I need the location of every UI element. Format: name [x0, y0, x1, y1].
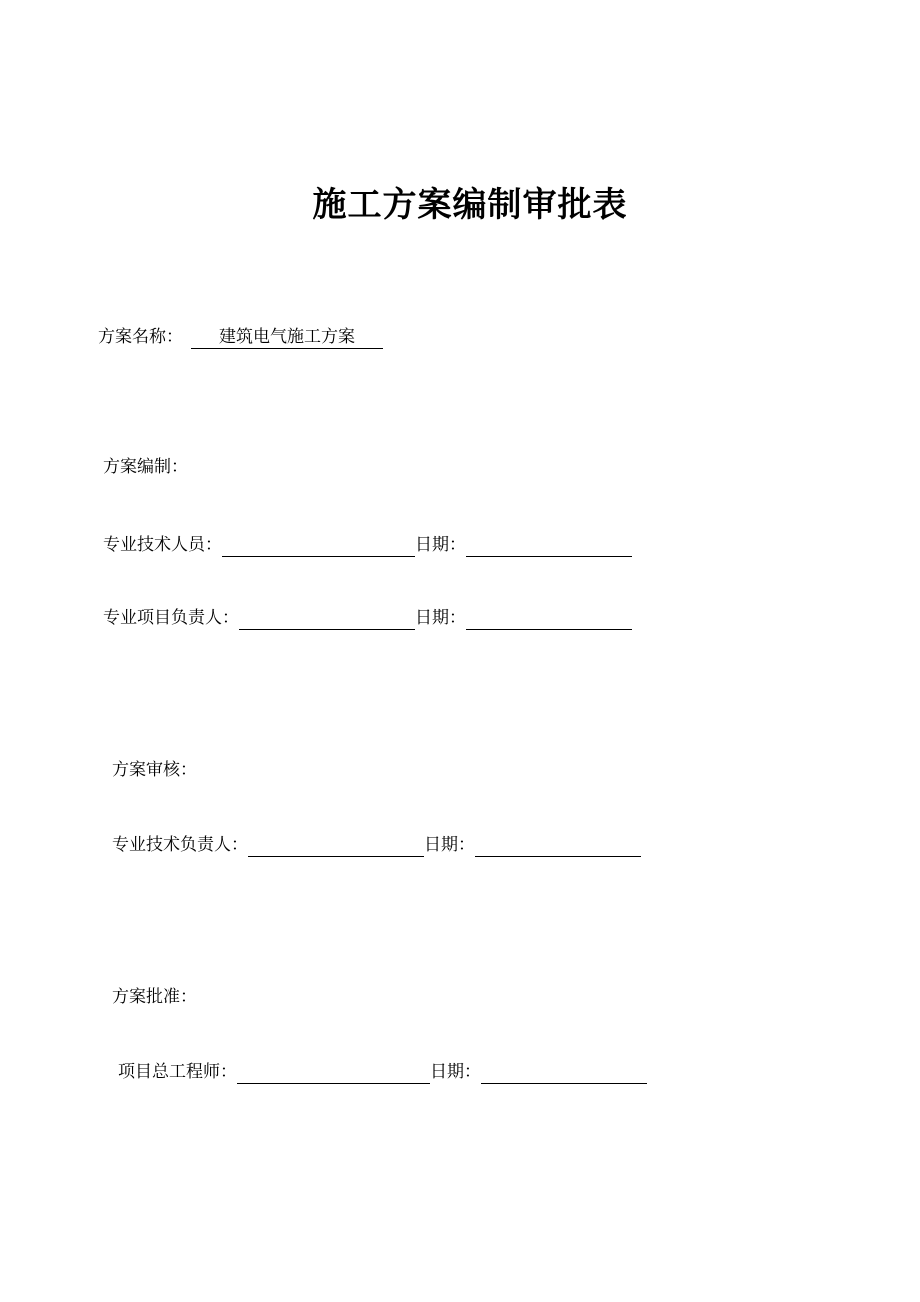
scheme-name-label: 方案名称：: [98, 327, 183, 347]
scheme-name-value[interactable]: 建筑电气施工方案: [191, 326, 383, 349]
chief-engineer-label: 项目总工程师：: [118, 1062, 237, 1082]
chief-engineer-date-label: 日期：: [430, 1062, 481, 1082]
review-heading: 方案审核：: [112, 760, 197, 780]
chief-engineer-date-field[interactable]: [481, 1063, 647, 1084]
chief-engineer-row: [118, 1060, 647, 1084]
page-title: 施工方案编制审批表: [312, 185, 628, 225]
project-lead-signature-field[interactable]: [239, 609, 415, 630]
tech-staff-date-field[interactable]: [466, 536, 632, 557]
project-lead-date-label: 日期：: [415, 608, 466, 628]
chief-engineer-signature-field[interactable]: [237, 1063, 430, 1084]
tech-lead-signature-field[interactable]: [248, 836, 424, 857]
project-lead-row: [103, 606, 632, 630]
tech-lead-date-label: 日期：: [424, 835, 475, 855]
tech-staff-date-label: 日期：: [415, 535, 466, 555]
tech-staff-label: 专业技术人员：: [103, 535, 222, 555]
tech-lead-row: [112, 833, 641, 857]
project-lead-date-field[interactable]: [466, 609, 632, 630]
tech-staff-row: [103, 533, 632, 557]
project-lead-label: 专业项目负责人：: [103, 608, 239, 628]
compile-heading: 方案编制：: [103, 457, 188, 477]
tech-staff-signature-field[interactable]: [222, 536, 415, 557]
scheme-name-row: [98, 325, 383, 349]
tech-lead-label: 专业技术负责人：: [112, 835, 248, 855]
tech-lead-date-field[interactable]: [475, 836, 641, 857]
approve-heading: 方案批准：: [112, 987, 197, 1007]
